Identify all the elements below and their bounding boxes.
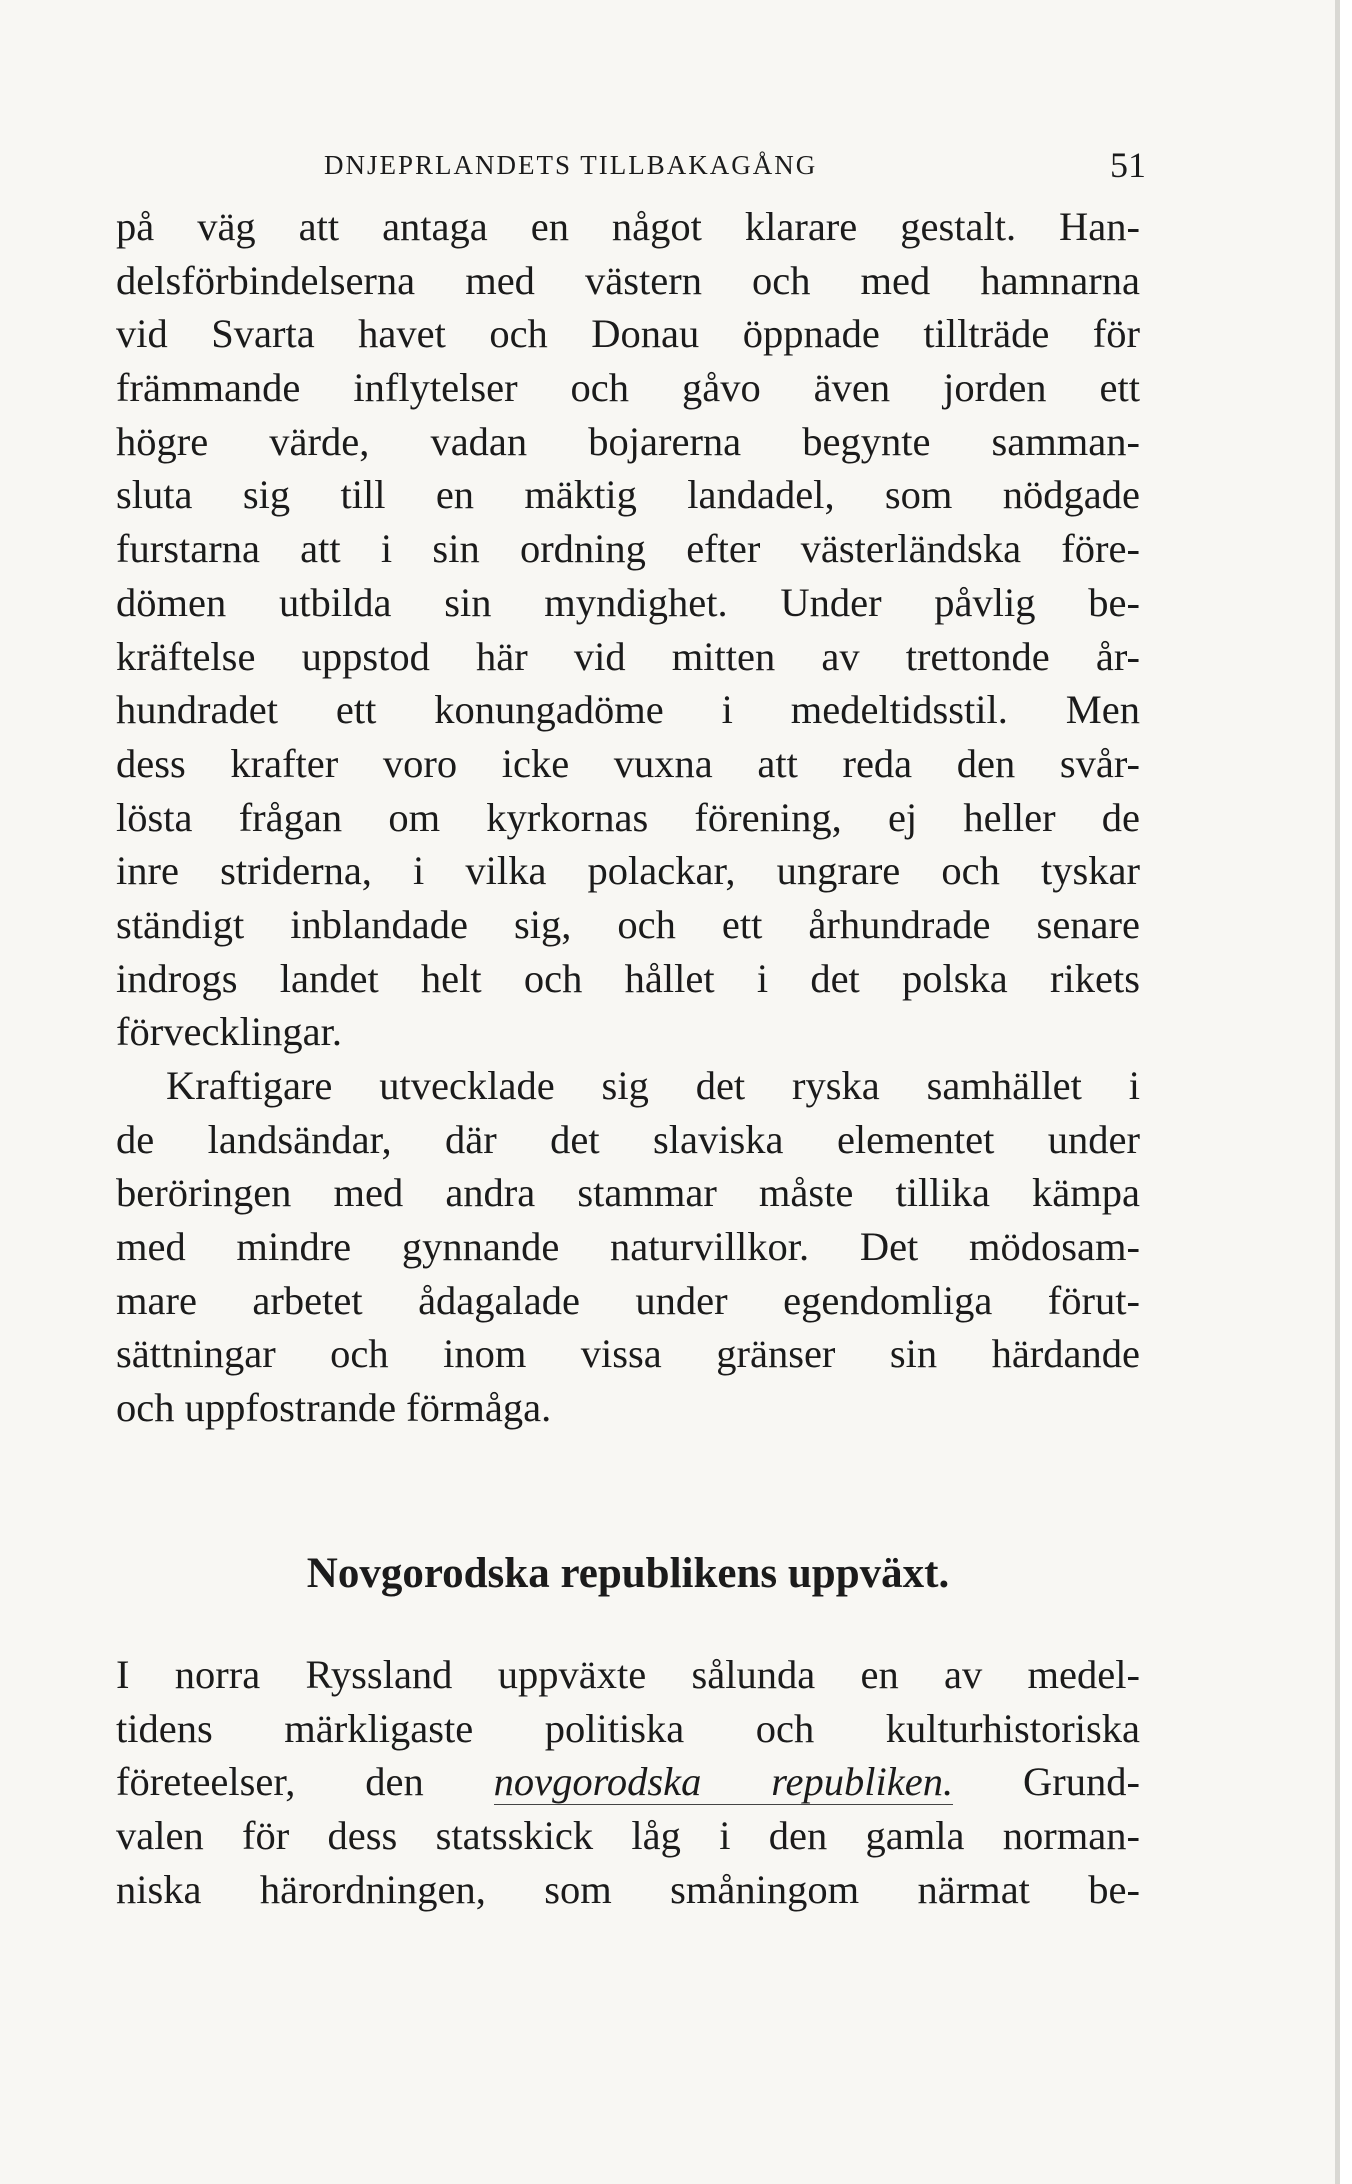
text-segment: företeelser, den bbox=[116, 1759, 494, 1805]
text-line: I norra Ryssland uppväxte sålunda en av medel- bbox=[116, 1652, 1140, 1697]
text-segment: Grund- bbox=[953, 1759, 1140, 1805]
running-head: DNJEPRLANDETS TILLBAKAGÅNG bbox=[324, 150, 818, 180]
text-line: ständigt inblandade sig, och ett århundrade senare bbox=[116, 901, 1140, 947]
text-line: mare arbetet ådagalade under egendomliga förut- bbox=[116, 1277, 1140, 1323]
text-line: beröringen med andra stammar måste tillika kämpa bbox=[116, 1170, 1140, 1216]
text-line: hundradet ett konungadöme i medeltidsstil. Men bbox=[116, 687, 1140, 733]
text-line: förvecklingar. bbox=[116, 1009, 343, 1055]
text-line: valen för dess statsskick låg i den gamla norman- bbox=[116, 1813, 1140, 1859]
text-line: sättningar och inom vissa gränser sin härdande bbox=[116, 1331, 1140, 1377]
text-line: Kraftigare utvecklade sig det ryska samhället i bbox=[166, 1063, 1140, 1108]
text-line: och uppfostrande förmåga. bbox=[116, 1385, 552, 1431]
text-line: inre striderna, i vilka polackar, ungrare och tyskar bbox=[116, 848, 1140, 894]
paragraph-3 bbox=[116, 1648, 1140, 1916]
page-number: 51 bbox=[1110, 145, 1146, 185]
text-line: främmande inflytelser och gåvo även jorden ett bbox=[116, 365, 1140, 411]
paragraph-1 bbox=[116, 200, 1140, 1059]
paragraph-2 bbox=[116, 1059, 1140, 1435]
italic-term: novgorodska republiken. bbox=[493, 1759, 954, 1805]
page-header bbox=[116, 144, 1146, 192]
text-line: dess krafter voro icke vuxna att reda den svår- bbox=[116, 740, 1140, 786]
text-line: indrogs landet helt och hållet i det polska rikets bbox=[116, 955, 1140, 1001]
text-line: delsförbindelserna med västern och med hamnarna bbox=[116, 257, 1140, 303]
text-line: vid Svarta havet och Donau öppnade tillträde för bbox=[116, 311, 1140, 357]
text-line: kräftelse uppstod här vid mitten av trettonde år- bbox=[116, 633, 1140, 679]
text-line: sluta sig till en mäktig landadel, som nödgade bbox=[116, 472, 1140, 518]
text-line: furstarna att i sin ordning efter västerländska före- bbox=[116, 526, 1140, 572]
text-line: tidens märkligaste politiska och kulturhistoriska bbox=[116, 1705, 1140, 1751]
text-line: högre värde, vadan bojarerna begynte samman- bbox=[116, 418, 1140, 464]
section-heading: Novgorodska republikens uppväxt. bbox=[306, 1550, 950, 1597]
text-line-with-italic bbox=[116, 1755, 1140, 1809]
text-line: med mindre gynnande naturvillkor. Det mödosam- bbox=[116, 1224, 1140, 1270]
text-line: niska härordningen, som småningom närmat be- bbox=[116, 1866, 1140, 1912]
text-line: lösta frågan om kyrkornas förening, ej heller de bbox=[116, 794, 1140, 840]
text-line: på väg att antaga en något klarare gestalt. Han- bbox=[116, 204, 1140, 249]
text-line: dömen utbilda sin myndighet. Under påvlig be- bbox=[116, 579, 1140, 625]
text-line: de landsändar, där det slaviska elementet under bbox=[116, 1116, 1140, 1162]
